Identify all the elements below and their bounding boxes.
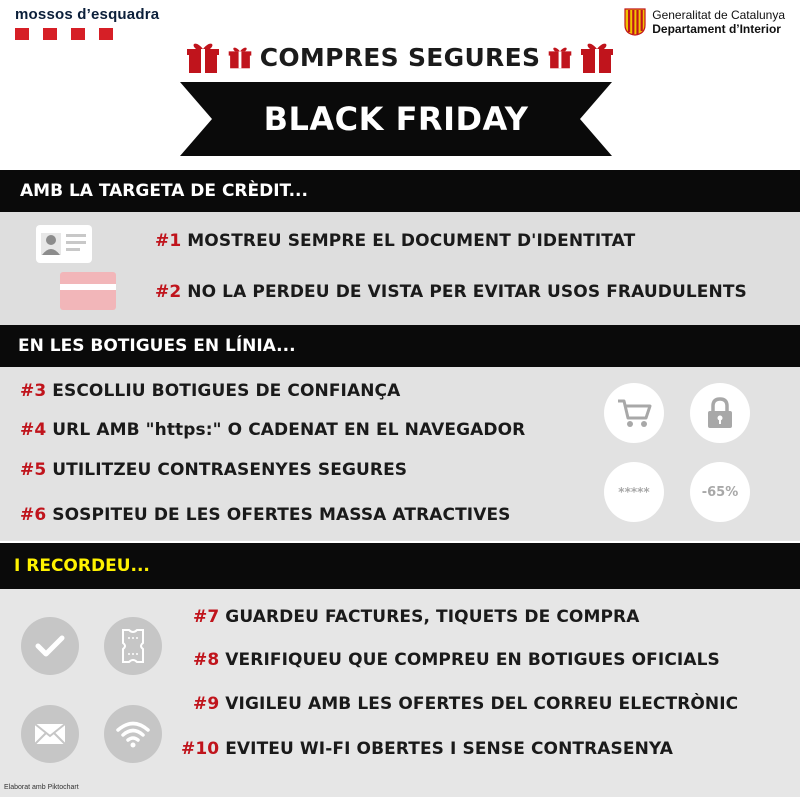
tip-text: URL AMB "https:" O CADENAT EN EL NAVEGADOR — [52, 420, 526, 440]
tip-text: GUARDEU FACTURES, TIQUETS DE COMPRA — [225, 607, 640, 627]
tip-number: #9 — [193, 694, 220, 714]
tip-number: #4 — [20, 420, 47, 440]
tip-number: #8 — [193, 650, 220, 670]
tip-text: SOSPITEU DE LES OFERTES MASSA ATRACTIVES — [52, 505, 511, 525]
tip-text: VIGILEU AMB LES OFERTES DEL CORREU ELECTRÒNIC — [225, 694, 739, 714]
tip-item-3 — [20, 381, 400, 401]
tip-text: MOSTREU SEMPRE EL DOCUMENT D'IDENTITAT — [187, 231, 636, 251]
section-heading-credit: AMB LA TARGETA DE CRÈDIT... — [0, 170, 800, 212]
credit-panel — [0, 212, 800, 325]
gift-icon — [228, 45, 252, 69]
mossos-squares — [15, 28, 159, 40]
tip-item-6 — [20, 505, 511, 525]
lock-icon — [706, 397, 734, 429]
generalitat-logo — [624, 8, 785, 36]
mossos-brand-text: mossos d’esquadra — [15, 6, 160, 23]
tip-text: ESCOLLIU BOTIGUES DE CONFIANÇA — [52, 381, 401, 401]
tip-item-10 — [181, 739, 673, 759]
tip-number: #10 — [181, 739, 220, 759]
wifi-badge — [104, 705, 162, 763]
password-badge — [604, 462, 664, 522]
mail-badge — [21, 705, 79, 763]
gift-icon — [186, 40, 220, 74]
check-badge — [21, 617, 79, 675]
tip-item-4 — [20, 420, 525, 440]
tip-item-7 — [193, 607, 639, 627]
tip-number: #7 — [193, 607, 220, 627]
tip-number: #5 — [20, 460, 47, 480]
cart-badge — [604, 383, 664, 443]
title-row — [0, 40, 800, 74]
tip-item-1 — [155, 231, 635, 251]
generalitat-name: Generalitat de Catalunya — [652, 8, 785, 22]
tip-text: VERIFIQUEU QUE COMPREU EN BOTIGUES OFICIALS — [225, 650, 720, 670]
tip-item-9 — [193, 694, 738, 714]
ticket-badge — [104, 617, 162, 675]
tip-item-2 — [155, 282, 747, 302]
cart-icon — [616, 398, 652, 428]
page-title: COMPRES SEGURES — [259, 42, 541, 72]
check-icon — [35, 634, 65, 658]
generalitat-emblem-icon — [624, 8, 646, 36]
section-heading-remember: I RECORDEU... — [0, 543, 800, 589]
section-heading-online: EN LES BOTIGUES EN LÍNIA... — [0, 325, 800, 367]
tip-number: #1 — [155, 231, 182, 251]
department-name: Departament d’Interior — [652, 22, 781, 36]
discount-badge — [690, 462, 750, 522]
tip-number: #2 — [155, 282, 182, 302]
password-mask: ***** — [618, 485, 650, 499]
discount-text: -65% — [701, 484, 739, 500]
credit-card-icon — [60, 272, 116, 310]
black-friday-ribbon — [180, 82, 612, 156]
tip-text: EVITEU WI-FI OBERTES I SENSE CONTRASENYA — [225, 739, 673, 759]
ticket-icon — [121, 628, 145, 664]
mossos-logo — [15, 6, 159, 40]
gift-icon — [548, 45, 572, 69]
footer-credit: Elaborat amb Piktochart — [4, 784, 79, 791]
tip-number: #3 — [20, 381, 47, 401]
tip-item-8 — [193, 650, 720, 670]
tip-text: NO LA PERDEU DE VISTA PER EVITAR USOS FRAUDULENTS — [187, 282, 747, 302]
lock-badge — [690, 383, 750, 443]
tip-text: UTILITZEU CONTRASENYES SEGURES — [52, 460, 408, 480]
gift-icon — [580, 40, 614, 74]
tip-number: #6 — [20, 505, 47, 525]
wifi-icon — [115, 720, 151, 748]
tip-item-5 — [20, 460, 407, 480]
mail-icon — [34, 723, 66, 745]
id-card-icon — [36, 225, 92, 263]
ribbon-label: BLACK FRIDAY — [263, 100, 529, 138]
